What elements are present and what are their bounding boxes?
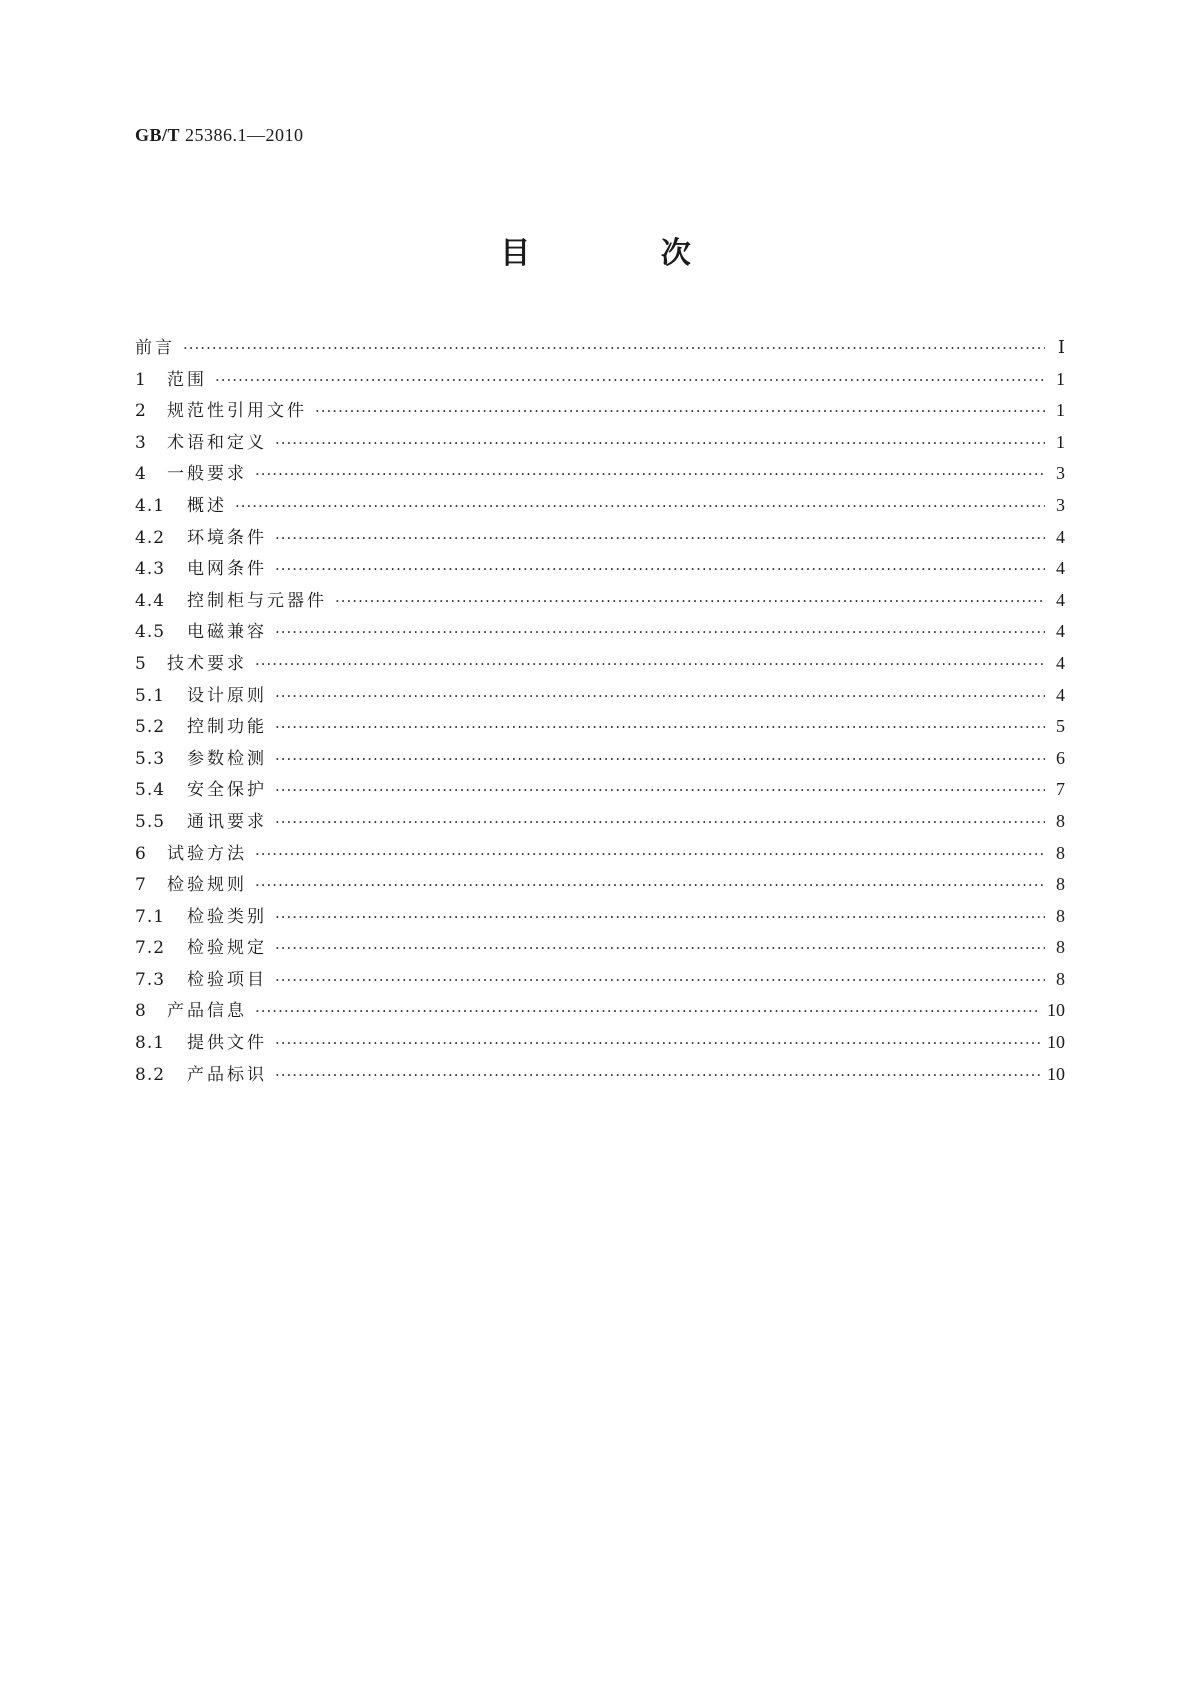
toc-entry[interactable] <box>135 1060 1065 1092</box>
toc-entry-number: 4.5 <box>135 622 166 643</box>
toc-entry[interactable] <box>135 459 1065 491</box>
toc-entry-number: 4.4 <box>135 590 166 611</box>
toc-entry-number: 5.4 <box>135 780 166 801</box>
toc-entry-page: 8 <box>1056 937 1065 958</box>
toc-entry-number: 7.2 <box>135 938 166 959</box>
toc-entry-label: 术语和定义 <box>167 432 267 453</box>
toc-entry-number: 1 <box>135 369 147 390</box>
page-title: 目 次 <box>500 236 751 271</box>
toc-entry[interactable] <box>135 681 1065 713</box>
toc-entry-label: 试验方法 <box>167 843 247 864</box>
toc-entry-page: 8 <box>1056 842 1065 863</box>
toc-entry-label: 提供文件 <box>187 1033 267 1054</box>
toc-entry-label: 控制功能 <box>187 717 267 738</box>
toc-dot-leader <box>275 434 1045 452</box>
toc-dot-leader <box>315 402 1045 420</box>
toc-dot-leader <box>275 750 1045 768</box>
toc-entry[interactable] <box>135 902 1065 934</box>
toc-entry-number: 8.2 <box>135 1064 166 1085</box>
toc-entry-page: Ⅰ <box>1057 337 1065 357</box>
toc-entry-label: 一般要求 <box>167 464 247 485</box>
toc-entry[interactable] <box>135 1028 1065 1060</box>
toc-entry-label: 产品标识 <box>187 1064 267 1085</box>
toc-entry-page: 4 <box>1056 589 1065 610</box>
toc-entry-number: 2 <box>135 401 147 422</box>
toc-entry[interactable] <box>135 807 1065 839</box>
toc-entry[interactable] <box>135 333 1065 365</box>
toc-entry[interactable] <box>135 396 1065 428</box>
toc-entry-label: 电磁兼容 <box>187 622 267 643</box>
toc-entry[interactable] <box>135 839 1065 871</box>
toc-entry-label: 参数检测 <box>187 748 267 769</box>
standard-code <box>135 125 304 146</box>
toc-dot-leader <box>255 1002 1041 1020</box>
toc-dot-leader <box>275 908 1045 926</box>
toc-dot-leader <box>275 529 1045 547</box>
toc-dot-leader <box>255 655 1045 673</box>
toc-entry-page: 7 <box>1056 779 1065 800</box>
toc-entry-number: 7 <box>135 875 147 896</box>
toc-entry-page: 6 <box>1056 747 1065 768</box>
toc-entry-label: 电网条件 <box>187 559 267 580</box>
toc-entry-page: 5 <box>1056 716 1065 737</box>
toc-dot-leader <box>255 465 1045 483</box>
toc-entry-page: 4 <box>1056 684 1065 705</box>
toc-entry-number: 4.1 <box>135 495 166 516</box>
toc-entry-number: 8.1 <box>135 1033 166 1054</box>
toc-entry-number: 5.2 <box>135 717 166 738</box>
toc-dot-leader <box>275 718 1045 736</box>
toc-dot-leader <box>255 876 1045 894</box>
toc-entry-label: 检验类别 <box>187 906 267 927</box>
toc-entry-label: 检验项目 <box>187 969 267 990</box>
toc-entry-number: 4.3 <box>135 559 166 580</box>
toc-entry-page: 10 <box>1047 1000 1065 1021</box>
toc-dot-leader <box>335 592 1045 610</box>
toc-entry[interactable] <box>135 523 1065 555</box>
toc-entry-page: 10 <box>1047 1032 1065 1053</box>
toc-entry-number: 5.5 <box>135 811 166 832</box>
toc-entry[interactable] <box>135 649 1065 681</box>
toc-entry-label: 设计原则 <box>187 685 267 706</box>
toc-entry-label: 产品信息 <box>167 1001 247 1022</box>
toc-entry-number: 8 <box>135 1001 147 1022</box>
standard-code-number: 25386.1—2010 <box>185 125 304 145</box>
toc-entry-label: 环境条件 <box>187 527 267 548</box>
toc-entry-page: 1 <box>1056 400 1065 421</box>
toc-entry[interactable] <box>135 365 1065 397</box>
toc-entry[interactable] <box>135 712 1065 744</box>
toc-entry-page: 8 <box>1056 874 1065 895</box>
toc-dot-leader <box>183 339 1045 357</box>
toc-entry-page: 3 <box>1056 494 1065 515</box>
toc-entry-page: 10 <box>1047 1063 1065 1084</box>
toc-entry[interactable] <box>135 428 1065 460</box>
toc-entry-number: 4 <box>135 464 147 485</box>
standard-code-prefix: GB/T <box>135 125 181 145</box>
toc-dot-leader <box>275 1034 1041 1052</box>
toc-entry[interactable] <box>135 870 1065 902</box>
toc-entry-label: 前言 <box>135 338 175 358</box>
toc-dot-leader <box>275 560 1045 578</box>
toc-dot-leader <box>215 371 1045 389</box>
toc-entry[interactable] <box>135 744 1065 776</box>
toc-entry-page: 1 <box>1056 431 1065 452</box>
toc-entry[interactable] <box>135 933 1065 965</box>
toc-entry[interactable] <box>135 996 1065 1028</box>
toc-entry[interactable] <box>135 586 1065 618</box>
toc-entry-number: 5 <box>135 653 147 674</box>
toc-entry-label: 控制柜与元器件 <box>187 590 327 611</box>
toc-entry-page: 4 <box>1056 558 1065 579</box>
toc-dot-leader <box>275 623 1045 641</box>
toc-entry[interactable] <box>135 965 1065 997</box>
toc-dot-leader <box>275 687 1045 705</box>
toc-dot-leader <box>275 813 1045 831</box>
toc-entry[interactable] <box>135 617 1065 649</box>
toc-entry-number: 5.1 <box>135 685 166 706</box>
toc-entry-page: 8 <box>1056 905 1065 926</box>
toc-entry-page: 4 <box>1056 526 1065 547</box>
toc-entry-number: 3 <box>135 432 147 453</box>
table-of-contents <box>135 333 1065 1091</box>
toc-entry-page: 8 <box>1056 810 1065 831</box>
toc-entry[interactable] <box>135 775 1065 807</box>
toc-dot-leader <box>255 845 1045 863</box>
toc-entry[interactable] <box>135 491 1065 523</box>
toc-entry-number: 7.1 <box>135 906 166 927</box>
toc-entry-label: 检验规则 <box>167 875 247 896</box>
toc-dot-leader <box>275 939 1045 957</box>
toc-entry-page: 4 <box>1056 621 1065 642</box>
toc-entry-number: 6 <box>135 843 147 864</box>
toc-entry-number: 5.3 <box>135 748 166 769</box>
toc-entry[interactable] <box>135 554 1065 586</box>
toc-entry-label: 规范性引用文件 <box>167 401 307 422</box>
toc-dot-leader <box>275 971 1045 989</box>
toc-dot-leader <box>275 1066 1041 1084</box>
toc-entry-page: 1 <box>1056 368 1065 389</box>
toc-entry-label: 概述 <box>187 495 227 516</box>
toc-entry-label: 技术要求 <box>167 653 247 674</box>
toc-entry-label: 检验规定 <box>187 938 267 959</box>
toc-entry-label: 通讯要求 <box>187 811 267 832</box>
toc-entry-number: 7.3 <box>135 969 166 990</box>
toc-entry-label: 范围 <box>167 369 207 390</box>
toc-entry-page: 8 <box>1056 968 1065 989</box>
toc-dot-leader <box>235 497 1045 515</box>
toc-entry-number: 4.2 <box>135 527 166 548</box>
toc-dot-leader <box>275 781 1045 799</box>
toc-entry-page: 4 <box>1056 652 1065 673</box>
toc-entry-label: 安全保护 <box>187 780 267 801</box>
toc-entry-page: 3 <box>1056 463 1065 484</box>
